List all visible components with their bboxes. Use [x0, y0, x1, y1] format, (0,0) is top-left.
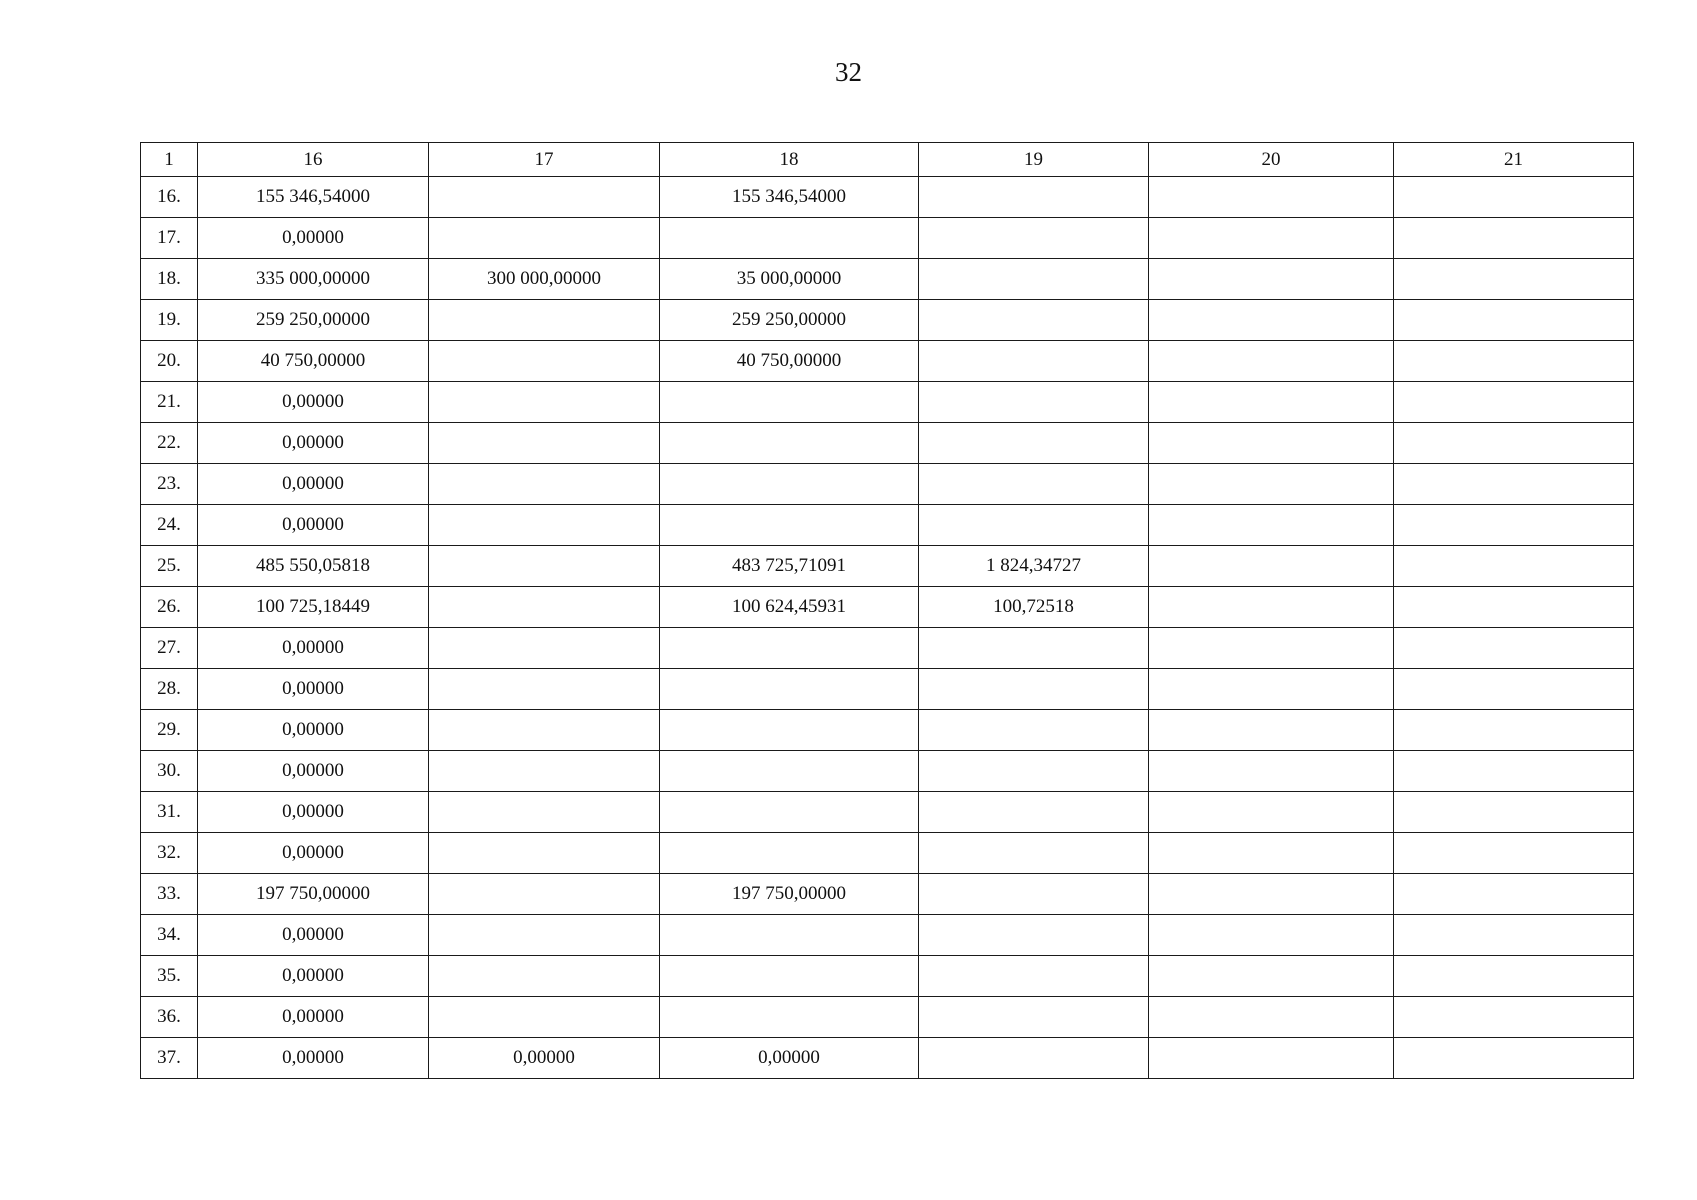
table-row: [141, 382, 1634, 423]
table-cell: [1394, 423, 1634, 464]
table-cell: 40 750,00000: [198, 341, 429, 382]
table-cell: 259 250,00000: [660, 300, 919, 341]
column-header-7: 21: [1394, 143, 1634, 177]
table-cell: [429, 792, 660, 833]
table-row: [141, 669, 1634, 710]
table-body: [141, 177, 1634, 1079]
table-cell: 485 550,05818: [198, 546, 429, 587]
table-cell: 300 000,00000: [429, 259, 660, 300]
row-number-cell: 26.: [141, 587, 198, 628]
row-number-cell: 32.: [141, 833, 198, 874]
table-cell: [660, 710, 919, 751]
table-cell: [919, 259, 1149, 300]
table-cell: [1149, 997, 1394, 1038]
table-row: [141, 423, 1634, 464]
column-header-3: 17: [429, 143, 660, 177]
table-cell: [429, 833, 660, 874]
row-number-cell: 23.: [141, 464, 198, 505]
table-cell: [429, 218, 660, 259]
table-cell: [660, 997, 919, 1038]
table-cell: [660, 382, 919, 423]
table-cell: [660, 833, 919, 874]
table-cell: 100 624,45931: [660, 587, 919, 628]
table-row: [141, 464, 1634, 505]
table-cell: 0,00000: [198, 382, 429, 423]
row-number-cell: 22.: [141, 423, 198, 464]
table-row: [141, 751, 1634, 792]
table-cell: 483 725,71091: [660, 546, 919, 587]
table-cell: [429, 341, 660, 382]
column-header-1: 1: [141, 143, 198, 177]
table-cell: [429, 628, 660, 669]
row-number-cell: 37.: [141, 1038, 198, 1079]
row-number-cell: 33.: [141, 874, 198, 915]
row-number-cell: 19.: [141, 300, 198, 341]
page-number: 32: [835, 57, 862, 87]
table-cell: [1149, 218, 1394, 259]
table-cell: [1149, 915, 1394, 956]
table-cell: [1394, 956, 1634, 997]
table-cell: 0,00000: [198, 464, 429, 505]
table-header: [141, 143, 1634, 177]
table-cell: [919, 874, 1149, 915]
table-cell: [660, 505, 919, 546]
table-cell: [1149, 751, 1394, 792]
table-row: [141, 300, 1634, 341]
table-cell: [1149, 546, 1394, 587]
table-row: [141, 628, 1634, 669]
table-cell: 0,00000: [198, 710, 429, 751]
table-cell: [429, 546, 660, 587]
table-cell: [1149, 177, 1394, 218]
table-cell: [429, 300, 660, 341]
row-number-cell: 29.: [141, 710, 198, 751]
table-cell: [1149, 300, 1394, 341]
row-number-cell: 16.: [141, 177, 198, 218]
table-cell: [1394, 341, 1634, 382]
table-cell: [919, 505, 1149, 546]
row-number-cell: 24.: [141, 505, 198, 546]
column-header-2: 16: [198, 143, 429, 177]
table-cell: [1394, 710, 1634, 751]
table-cell: [919, 915, 1149, 956]
table-cell: [429, 587, 660, 628]
table-cell: 0,00000: [198, 956, 429, 997]
table-cell: [1149, 874, 1394, 915]
table-cell: [1149, 423, 1394, 464]
table-row: [141, 218, 1634, 259]
table-cell: 0,00000: [660, 1038, 919, 1079]
table-cell: [1394, 997, 1634, 1038]
table-cell: [919, 833, 1149, 874]
table-cell: [1394, 177, 1634, 218]
table-row: [141, 792, 1634, 833]
table-cell: [1149, 382, 1394, 423]
table-cell: [429, 464, 660, 505]
table-row: [141, 546, 1634, 587]
table-cell: [1394, 218, 1634, 259]
table-cell: 259 250,00000: [198, 300, 429, 341]
table-cell: [1394, 628, 1634, 669]
table-cell: 197 750,00000: [660, 874, 919, 915]
table-cell: [919, 423, 1149, 464]
table-cell: [919, 997, 1149, 1038]
row-number-cell: 30.: [141, 751, 198, 792]
row-number-cell: 17.: [141, 218, 198, 259]
table-cell: 35 000,00000: [660, 259, 919, 300]
table-cell: [1394, 505, 1634, 546]
table-row: [141, 833, 1634, 874]
table-cell: 0,00000: [198, 997, 429, 1038]
table-cell: [1394, 382, 1634, 423]
row-number-cell: 35.: [141, 956, 198, 997]
header-row: [141, 143, 1634, 177]
table-cell: 100,72518: [919, 587, 1149, 628]
table-cell: [919, 177, 1149, 218]
table-cell: [1394, 300, 1634, 341]
table-cell: 0,00000: [198, 833, 429, 874]
table-row: [141, 710, 1634, 751]
table-cell: [919, 710, 1149, 751]
row-number-cell: 28.: [141, 669, 198, 710]
table-cell: [660, 423, 919, 464]
table-cell: [919, 669, 1149, 710]
table-cell: 0,00000: [198, 423, 429, 464]
table-cell: [1149, 669, 1394, 710]
data-table: [140, 142, 1634, 1079]
row-number-cell: 18.: [141, 259, 198, 300]
table-row: [141, 177, 1634, 218]
table-cell: 155 346,54000: [660, 177, 919, 218]
table-row: [141, 956, 1634, 997]
table-cell: [429, 915, 660, 956]
table-cell: [1394, 546, 1634, 587]
table-cell: [1394, 669, 1634, 710]
table-row: [141, 341, 1634, 382]
table-row: [141, 259, 1634, 300]
table-cell: [1394, 833, 1634, 874]
table-cell: [429, 710, 660, 751]
table-cell: [919, 300, 1149, 341]
table-cell: 0,00000: [198, 751, 429, 792]
table-cell: [660, 464, 919, 505]
table-cell: 100 725,18449: [198, 587, 429, 628]
table-cell: [1394, 1038, 1634, 1079]
row-number-cell: 27.: [141, 628, 198, 669]
table-cell: [1149, 1038, 1394, 1079]
table-row: [141, 997, 1634, 1038]
table-cell: [1394, 751, 1634, 792]
table-cell: [919, 1038, 1149, 1079]
column-header-4: 18: [660, 143, 919, 177]
table-row: [141, 874, 1634, 915]
table-cell: 1 824,34727: [919, 546, 1149, 587]
table-cell: [1149, 710, 1394, 751]
table-cell: [1149, 464, 1394, 505]
table-cell: [660, 792, 919, 833]
table-cell: [660, 956, 919, 997]
table-cell: [1394, 587, 1634, 628]
table-cell: 40 750,00000: [660, 341, 919, 382]
table-cell: [919, 792, 1149, 833]
table-cell: [1149, 341, 1394, 382]
table-cell: [919, 382, 1149, 423]
table-cell: [919, 956, 1149, 997]
table-cell: [429, 956, 660, 997]
table-cell: [429, 423, 660, 464]
table-cell: 0,00000: [198, 218, 429, 259]
column-header-6: 20: [1149, 143, 1394, 177]
row-number-cell: 34.: [141, 915, 198, 956]
table-cell: [429, 177, 660, 218]
table-cell: [919, 628, 1149, 669]
table-cell: [1394, 874, 1634, 915]
table-cell: [1149, 628, 1394, 669]
table-cell: [1149, 956, 1394, 997]
table-cell: [660, 628, 919, 669]
table-row: [141, 915, 1634, 956]
table-cell: [1149, 259, 1394, 300]
table-cell: [429, 874, 660, 915]
row-number-cell: 21.: [141, 382, 198, 423]
table-cell: [1394, 259, 1634, 300]
table-cell: 0,00000: [198, 669, 429, 710]
table-cell: 0,00000: [198, 1038, 429, 1079]
table-row: [141, 587, 1634, 628]
row-number-cell: 25.: [141, 546, 198, 587]
row-number-cell: 20.: [141, 341, 198, 382]
table-cell: [919, 751, 1149, 792]
table-cell: [429, 505, 660, 546]
table-cell: 0,00000: [198, 505, 429, 546]
table-cell: [1394, 915, 1634, 956]
table-row: [141, 1038, 1634, 1079]
table-cell: 197 750,00000: [198, 874, 429, 915]
table-cell: [919, 341, 1149, 382]
table-cell: [919, 218, 1149, 259]
table-cell: 335 000,00000: [198, 259, 429, 300]
table-cell: [1394, 792, 1634, 833]
table-cell: 0,00000: [429, 1038, 660, 1079]
table-cell: [660, 751, 919, 792]
table-cell: [660, 915, 919, 956]
table-cell: 0,00000: [198, 792, 429, 833]
row-number-cell: 36.: [141, 997, 198, 1038]
table-cell: [919, 464, 1149, 505]
table-cell: [660, 218, 919, 259]
table-cell: [429, 382, 660, 423]
table-cell: [1149, 587, 1394, 628]
table-cell: [1394, 464, 1634, 505]
table-cell: [429, 751, 660, 792]
table-row: [141, 505, 1634, 546]
table-cell: [1149, 833, 1394, 874]
table-cell: 0,00000: [198, 628, 429, 669]
table-cell: [1149, 792, 1394, 833]
table-cell: [429, 997, 660, 1038]
table-cell: [1149, 505, 1394, 546]
table-cell: [660, 669, 919, 710]
column-header-5: 19: [919, 143, 1149, 177]
row-number-cell: 31.: [141, 792, 198, 833]
table-cell: 0,00000: [198, 915, 429, 956]
table-cell: 155 346,54000: [198, 177, 429, 218]
table-cell: [429, 669, 660, 710]
